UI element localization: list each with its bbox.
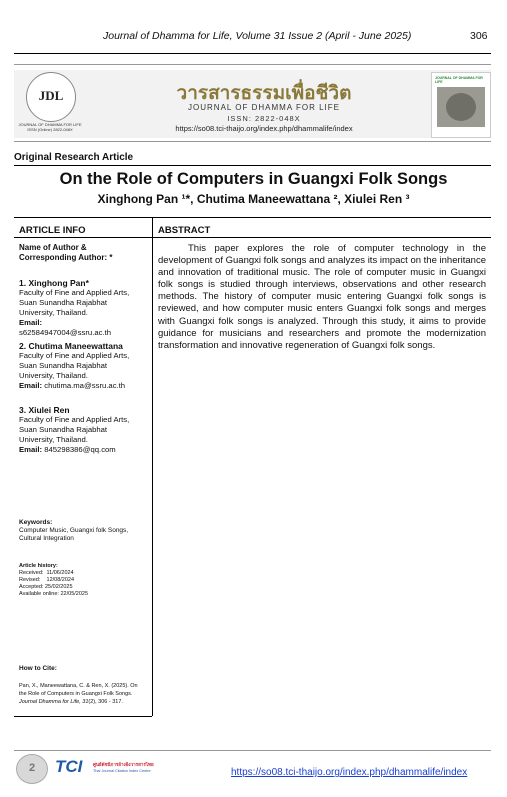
jdl-logo-subtext: JOURNAL OF DHAMMA FOR LIFE ISSN (Online) 2822-048X [18,122,82,132]
author-2-affiliation-1: Faculty of Fine and Applied Arts, [19,351,130,360]
tci-logo-subtext-english: Thai Journal Citation Index Centre [93,769,151,773]
author-1-name: 1. Xinghong Pan* [19,278,89,288]
footer-tier-logo-text: 2 [28,762,36,774]
banner-bottom-rule [14,141,491,142]
abstract-heading: ABSTRACT [158,225,211,236]
abstract-heading-rule [152,237,491,238]
banner-top-rule [14,64,491,65]
title-bottom-rule [14,217,491,218]
author-2-email[interactable]: chutima.ma@ssru.ac.th [44,381,126,390]
info-heading-rule [14,237,152,238]
citation-pages: (2), 306 - 317. [88,699,123,706]
citation-authors-title: Pan, X., Maneewattana, C. & Ren, X. (2025). On the Role of Computers in Guangxi Folk Songs. [19,683,138,698]
journal-banner [14,70,491,138]
author-3-affiliation-2: Suan Sunandha Rajabhat [19,425,108,434]
tci-logo-text: TCI [55,757,83,776]
abstract-text: This paper explores the role of computer technology in the development of Guangxi folk songs and analyzes its impact on the inheritance and innovation of traditional music. The role of computer music in Guangxi folk songs is studied through interviews, observations and other research methods. The history of computer music entering Guangxi folk songs is reviewed, and how computer music enters Guangxi folk songs and merges with Guangxi folk songs is analyzed. Through this study, it aims to provide guidance for musicians and researchers and promote the modernization transformation and innovative regeneration of Guangxi folk songs. [158,243,486,351]
running-title: Journal of Dhamma for Life, Volume 31 Issue 2 (April - June 2025) [103,30,412,42]
author-1-email-label: Email: [19,318,43,327]
author-2-name: 2. Chutima Maneewattana [19,341,123,351]
citation [19,682,146,707]
article-type: Original Research Article [14,152,134,163]
cover-title: JOURNAL OF DHAMMA FOR LIFE [435,76,483,84]
author-2-affiliation-2: Suan Sunandha Rajabhat [19,361,108,370]
author-label [19,243,149,263]
history-label: Article history: [19,563,58,569]
author-1-email[interactable]: s62584947004@ssru.ac.th [19,328,112,337]
author-3-name: 3. Xiulei Ren [19,405,70,415]
author-label-line-1: Name of Author & [19,243,87,252]
thai-journal-title: วารสารธรรมเพื่อชีวิต [176,83,352,104]
header-rule [14,53,491,54]
journal-name: JOURNAL OF DHAMMA FOR LIFE [188,103,340,112]
article-title: On the Role of Computers in Guangxi Folk Songs [59,170,448,188]
author-2-email-label: Email: [19,381,43,390]
article-history: Received: 11/06/2024 Revised: 12/08/2024 Accepted: 25/02/2025 Available online: 22/05/2025 [19,570,89,597]
how-to-cite-label: How to Cite: [19,665,57,672]
info-bottom-rule [14,716,152,717]
author-1-affiliation-2: Suan Sunandha Rajabhat [19,298,108,307]
article-info-heading: ARTICLE INFO [19,225,86,236]
banner-url[interactable]: https://so08.tci-thaijo.org/index.php/dhammalife/index [175,124,353,133]
keywords-label: Keywords: [19,519,53,526]
author-label-line-2: Corresponding Author: * [19,253,113,262]
citation-journal: Journal Dhamma for Life, 31 [19,699,89,706]
author-1-affiliation-1: Faculty of Fine and Applied Arts, [19,288,130,297]
tci-logo [55,757,165,781]
author-1-block [19,278,151,338]
author-3-affiliation-1: Faculty of Fine and Applied Arts, [19,415,130,424]
jdl-logo-text: JDL [38,88,64,103]
author-3-email-row [19,445,151,455]
author-2-affiliation-3: University, Thailand. [19,371,88,380]
footer-url-link[interactable]: https://so08.tci-thaijo.org/index.php/dhammalife/index [231,767,468,778]
journal-issn: ISSN: 2822-048X [227,114,301,123]
author-3-email-label: Email: [19,445,43,454]
article-authors: Xinghong Pan ¹*, Chutima Maneewattana ², Xiulei Ren ³ [97,192,410,206]
author-3-affiliation-3: University, Thailand. [19,435,88,444]
journal-cover-image [431,72,491,138]
page-number: 306 [470,30,488,42]
tci-logo-subtext-thai: ศูนย์ดัชนีการอ้างอิงวารสารไทย [93,762,154,767]
jdl-logo [26,72,76,122]
footer-tier-logo [16,754,48,784]
column-divider [152,218,153,716]
footer-rule [14,750,491,751]
cover-photo-relief [446,93,476,121]
author-3-email[interactable]: 845298386@qq.com [44,445,116,454]
author-1-affiliation-3: University, Thailand. [19,308,88,317]
author-3-block [19,405,151,455]
title-top-rule [14,165,491,166]
keywords: Computer Music, Guangxi folk Songs, Cultural Integration [19,527,129,542]
running-header [0,30,507,44]
author-2-email-row [19,381,151,391]
author-2-block [19,341,151,391]
